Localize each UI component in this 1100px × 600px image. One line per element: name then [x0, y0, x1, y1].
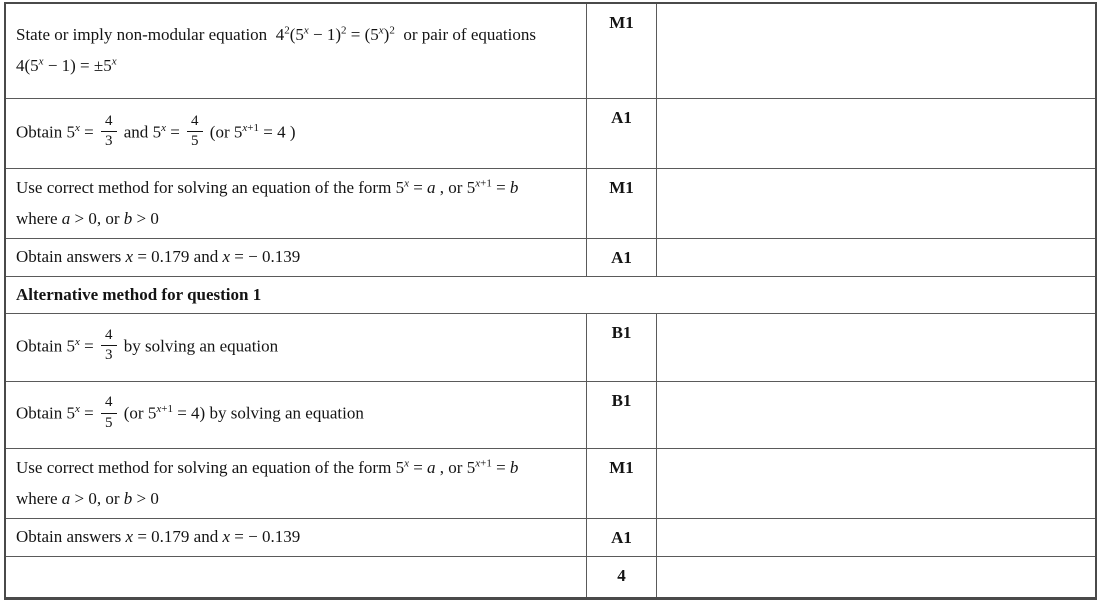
- table-row: [6, 519, 1095, 557]
- math-variable: x: [404, 177, 409, 190]
- description-line: Obtain answers x = 0.179 and x = − 0.139: [16, 247, 301, 267]
- fraction: $\frac{4}{3}$: [101, 327, 117, 365]
- table-row: [6, 4, 1095, 99]
- superscript: [161, 122, 166, 134]
- mark-cell: M1: [587, 169, 657, 238]
- math-variable: a: [427, 177, 436, 197]
- superscript: x+1: [475, 457, 492, 470]
- superscript: x+1: [242, 121, 259, 134]
- math-variable: x: [75, 121, 80, 134]
- comments-cell: [657, 449, 1095, 518]
- description-cell: [6, 169, 587, 238]
- math-variable: x: [125, 527, 134, 547]
- mark-cell: A1: [587, 519, 657, 556]
- math-variable: a: [61, 208, 71, 228]
- mark-cell: B1: [587, 314, 657, 381]
- superscript: [404, 457, 409, 469]
- superscript: x+1: [475, 177, 492, 190]
- comments-cell: [657, 239, 1095, 276]
- table-row: [6, 314, 1095, 382]
- description-line: State or imply non-modular equation $4^2(5^x - 1)^2 = (5^x)^2$ or pair of equations: [16, 24, 536, 45]
- math-variable: x: [475, 177, 481, 190]
- superscript: x+1: [156, 403, 173, 416]
- description-line: where a > 0, or b > 0: [16, 488, 159, 508]
- math-variable: x: [404, 457, 409, 470]
- description-line: Obtain $5^x$ = $\frac{4}{5}$ (or $5^{x+1} = 4$) by solving an equation: [16, 394, 364, 431]
- mark-cell: M1: [587, 4, 657, 98]
- math-variable: b: [123, 488, 133, 508]
- superscript: [75, 122, 80, 134]
- math-variable: x: [222, 247, 231, 267]
- math-variable: a: [61, 488, 71, 508]
- superscript: [39, 55, 44, 67]
- description-cell: [6, 239, 587, 276]
- superscript: [304, 25, 309, 37]
- table-row: [6, 449, 1095, 519]
- description-cell: [6, 382, 587, 448]
- description-line: Obtain $5^x$ = $\frac{4}{3}$ and $5^x$ = $\frac{4}{5}$ (or $5^{x+1} = 4$ ): [16, 112, 296, 149]
- comments-cell: [657, 314, 1095, 381]
- description-cell: [6, 449, 587, 518]
- mark-cell: M1: [587, 449, 657, 518]
- fraction: $\frac{4}{5}$: [101, 394, 117, 432]
- superscript: 2: [284, 24, 290, 37]
- math-variable: x: [75, 403, 80, 416]
- table-row: [6, 382, 1095, 449]
- table-row: [6, 557, 1095, 597]
- description-cell: [6, 557, 587, 597]
- mark-cell: A1: [587, 99, 657, 168]
- math-variable: x: [125, 247, 134, 267]
- mark-cell: B1: [587, 382, 657, 448]
- section-header-row: [6, 277, 1095, 314]
- section-header-cell: [6, 277, 1095, 313]
- math-variable: x: [303, 24, 309, 37]
- superscript: [75, 336, 80, 348]
- mark-scheme-table: [4, 2, 1097, 600]
- superscript: [75, 403, 80, 415]
- fraction: $\frac{4}{3}$: [101, 113, 117, 151]
- description-line: Use correct method for solving an equation of the form $5^x = a$ , or $5^{x+1} = b$: [16, 177, 519, 197]
- comments-cell: [657, 99, 1095, 168]
- superscript: 2: [341, 24, 347, 37]
- superscript: 2: [389, 24, 395, 37]
- math-variable: x: [475, 457, 481, 470]
- description-line: $4(5^x - 1) = \pm 5^x$: [16, 55, 117, 75]
- math-variable: x: [38, 55, 44, 68]
- description-cell: [6, 4, 587, 98]
- math-variable: x: [111, 55, 117, 68]
- table-row: [6, 99, 1095, 169]
- math-variable: x: [378, 24, 384, 37]
- bold-text: Alternative method for question 1: [16, 285, 262, 304]
- math-variable: a: [427, 457, 436, 477]
- math-variable: x: [242, 121, 248, 134]
- fraction: $\frac{4}{5}$: [187, 113, 203, 151]
- description-line: Use correct method for solving an equation of the form $5^x = a$ , or $5^{x+1} = b$: [16, 457, 519, 477]
- math-variable: x: [161, 121, 166, 134]
- comments-cell: [657, 169, 1095, 238]
- math-variable: x: [75, 335, 80, 348]
- superscript: [112, 55, 117, 67]
- table-row: [6, 239, 1095, 277]
- comments-cell: [657, 382, 1095, 448]
- description-line: Obtain answers x = 0.179 and x = − 0.139: [16, 527, 301, 547]
- comments-cell: [657, 557, 1095, 597]
- math-variable: x: [156, 403, 162, 416]
- description-line: where a > 0, or b > 0: [16, 208, 159, 228]
- description-cell: [6, 519, 587, 556]
- superscript: [379, 25, 384, 37]
- comments-cell: [657, 4, 1095, 98]
- mark-cell: A1: [587, 239, 657, 276]
- superscript: [404, 177, 409, 189]
- total-marks-cell: 4: [587, 557, 657, 597]
- description-cell: [6, 99, 587, 168]
- math-variable: b: [509, 457, 519, 477]
- math-variable: x: [222, 527, 231, 547]
- comments-cell: [657, 519, 1095, 556]
- math-variable: b: [123, 208, 133, 228]
- description-cell: [6, 314, 587, 381]
- table-row: [6, 169, 1095, 239]
- description-line: Obtain $5^x$ = $\frac{4}{3}$ by solving an equation: [16, 326, 279, 363]
- math-variable: b: [509, 177, 519, 197]
